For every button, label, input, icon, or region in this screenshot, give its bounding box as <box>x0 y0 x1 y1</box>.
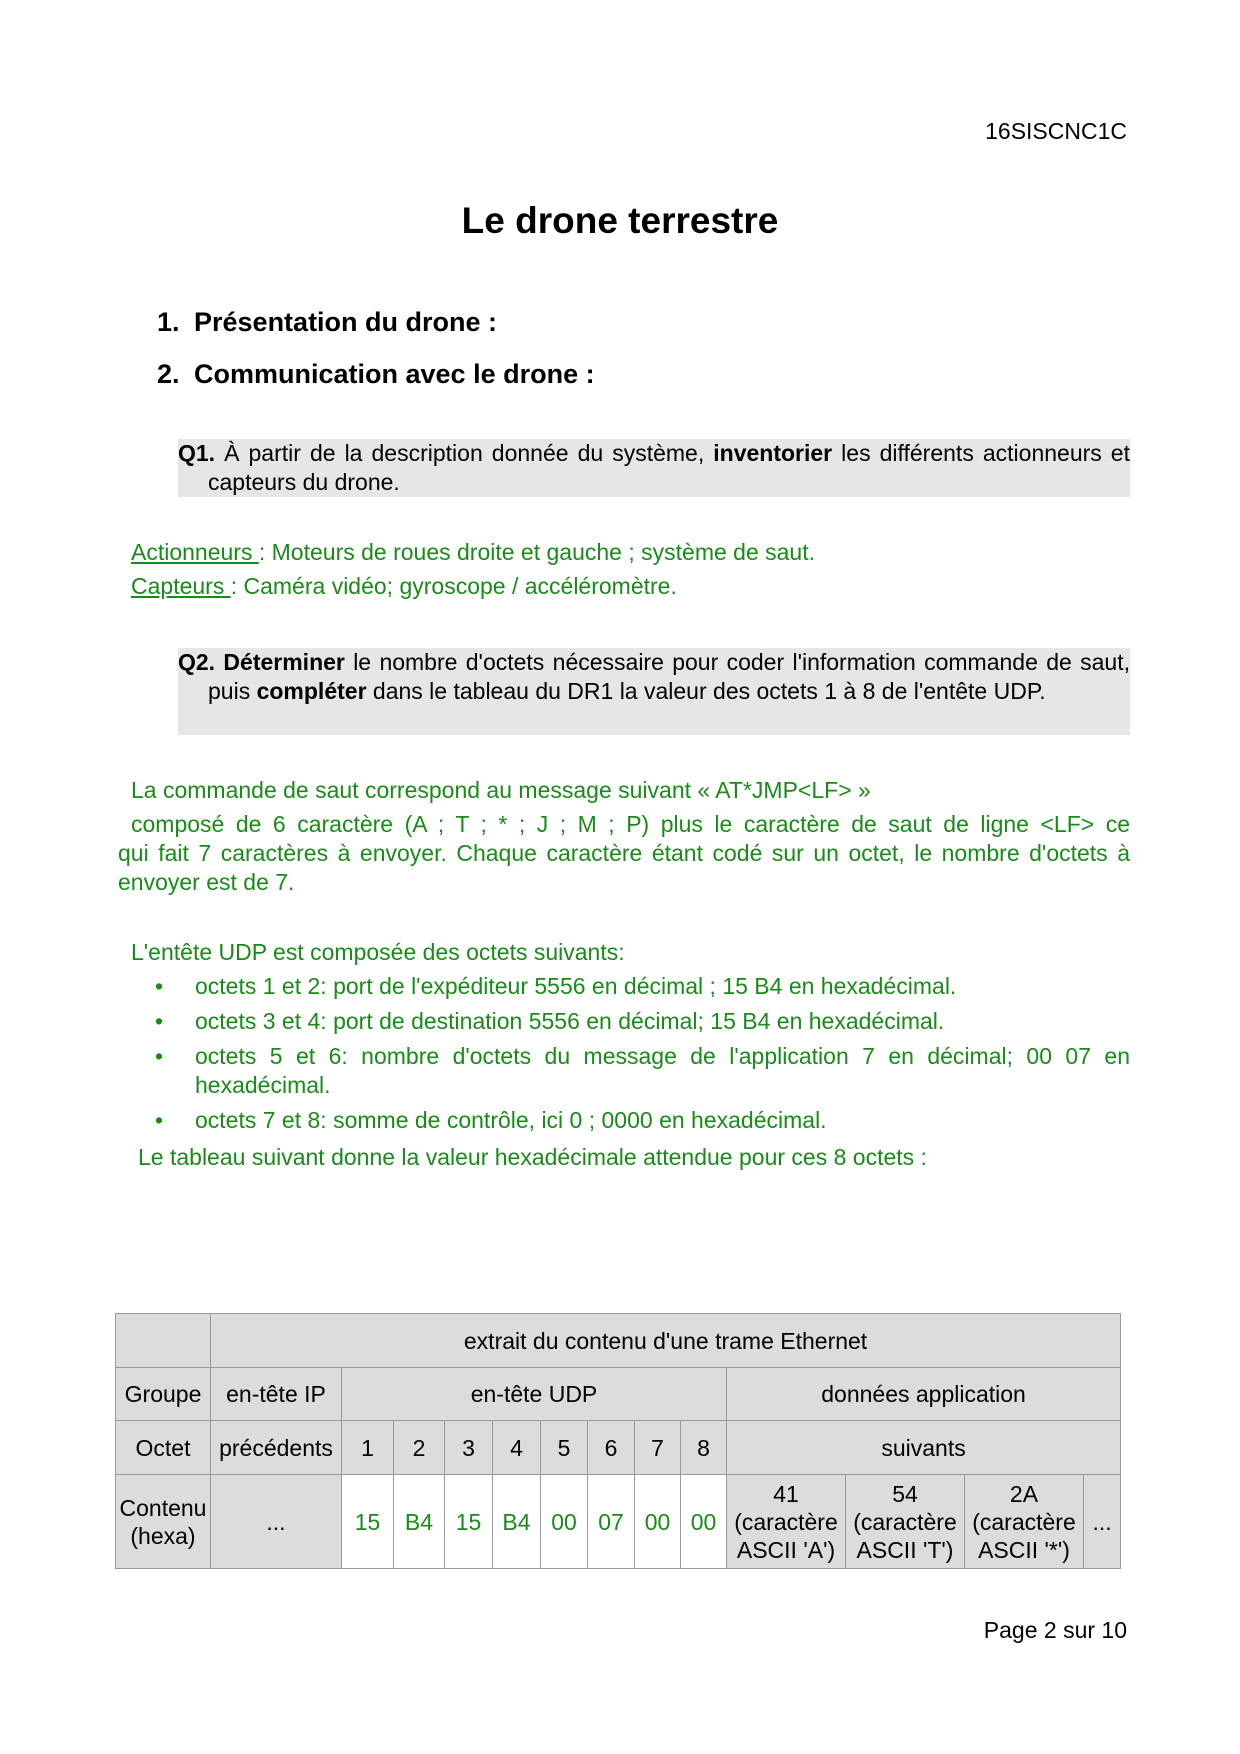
octet-number: 5 <box>541 1421 588 1475</box>
table-caption: extrait du contenu d'une trame Ethernet <box>211 1314 1121 1368</box>
ethernet-frame-table <box>115 1313 1121 1569</box>
list-item: • octets 3 et 4: port de destination 5556 en décimal; 15 B4 en hexadécimal. <box>155 1007 1130 1036</box>
app-hex: 54 <box>892 1480 918 1507</box>
section-number: 2. <box>157 359 180 389</box>
capteurs-text: : Caméra vidéo; gyroscope / accéléromètre. <box>230 573 677 599</box>
octet-value: 00 <box>541 1475 588 1569</box>
table-corner <box>116 1314 211 1368</box>
section-2-heading <box>157 359 595 390</box>
question-text: À partir de la description donnée du système, <box>215 440 714 466</box>
octet-value: 15 <box>342 1475 394 1569</box>
list-item: • octets 7 et 8: somme de contrôle, ici 0 ; 0000 en hexadécimal. <box>155 1106 1130 1135</box>
octet-number: 1 <box>342 1421 394 1475</box>
app-desc: ASCII '*') <box>978 1536 1070 1563</box>
app-value-cell <box>727 1475 846 1569</box>
udp-bullet-list <box>155 972 1130 1141</box>
section-number: 1. <box>157 307 180 337</box>
page-title: Le drone terrestre <box>461 200 779 241</box>
app-desc: ASCII 'T') <box>856 1536 954 1563</box>
question-text: le nombre d'octets nécessaire pour coder l'information commande de saut, puis <box>208 649 1130 704</box>
app-value-cell <box>846 1475 965 1569</box>
row-label-contenu <box>116 1475 211 1569</box>
question-1-box <box>178 439 1130 497</box>
octet-value: 07 <box>588 1475 635 1569</box>
actionneurs-label: Actionneurs <box>131 539 259 565</box>
contenu-label: Contenu <box>119 1494 207 1521</box>
octet-number: 6 <box>588 1421 635 1475</box>
section-1-heading <box>157 307 497 338</box>
octet-value: B4 <box>493 1475 541 1569</box>
explanation-line-1: composé de 6 caractère (A ; T ; * ; J ; M ; P) plus le caractère de saut de ligne <LF> ce <box>131 811 1130 837</box>
octet-number: 2 <box>394 1421 445 1475</box>
octet-value: 15 <box>445 1475 493 1569</box>
question-number: Q2. <box>178 649 216 675</box>
document-code: 16SISCNC1C <box>985 118 1127 144</box>
table-intro: Le tableau suivant donne la valeur hexadécimale attendue pour ces 8 octets : <box>138 1144 927 1170</box>
app-desc: (caractère <box>734 1508 838 1535</box>
answer-capteurs <box>131 572 677 601</box>
app-desc: (caractère <box>853 1508 957 1535</box>
explanation-rest: qui fait 7 caractères à envoyer. Chaque caractère étant codé sur un octet, le nombre d'octets à envoyer est de 7. <box>118 840 1130 895</box>
app-data-cell: données application <box>727 1368 1121 1421</box>
question-keyword: inventorier <box>713 440 833 466</box>
section-label: Présentation du drone : <box>194 307 498 337</box>
question-text: dans le tableau du DR1 la valeur des octets 1 à 8 de l'entête UDP. <box>366 678 1046 704</box>
octet-number: 3 <box>445 1421 493 1475</box>
answer-command-line: La commande de saut correspond au message suivant « AT*JMP<LF> » <box>131 777 871 803</box>
app-value-cell <box>965 1475 1084 1569</box>
actionneurs-text: : Moteurs de roues droite et gauche ; système de saut. <box>258 539 815 565</box>
question-number: Q1. <box>178 440 216 466</box>
octet-number: 7 <box>635 1421 681 1475</box>
capteurs-label: Capteurs <box>131 573 231 599</box>
octet-value: 00 <box>681 1475 727 1569</box>
udp-intro: L'entête UDP est composée des octets suivants: <box>131 939 625 965</box>
list-item: • octets 1 et 2: port de l'expéditeur 5556 en décimal ; 15 B4 en hexadécimal. <box>155 972 1130 1001</box>
row-label-octet: Octet <box>116 1421 211 1475</box>
question-2-box <box>178 648 1130 735</box>
ip-value-cell: ... <box>211 1475 342 1569</box>
udp-header-cell: en-tête UDP <box>342 1368 727 1421</box>
app-hex: 41 <box>773 1480 799 1507</box>
answer-command-explanation <box>118 810 1130 897</box>
section-label: Communication avec le drone : <box>194 359 595 389</box>
app-more-cell: ... <box>1084 1475 1121 1569</box>
list-item: • octets 5 et 6: nombre d'octets du message de l'application 7 en décimal; 00 07 en hexadécimal. <box>155 1042 1130 1100</box>
octet-number: 4 <box>493 1421 541 1475</box>
hexa-label: (hexa) <box>130 1522 196 1549</box>
octet-value: 00 <box>635 1475 681 1569</box>
app-desc: ASCII 'A') <box>736 1536 836 1563</box>
ip-header-cell: en-tête IP <box>211 1368 342 1421</box>
question-keyword: compléter <box>256 678 367 704</box>
row-label-groupe: Groupe <box>116 1368 211 1421</box>
suivants-cell: suivants <box>727 1421 1121 1475</box>
answer-actionneurs <box>131 538 815 567</box>
question-text: les différents actionneurs et capteurs du drone. <box>208 440 1130 495</box>
precedents-cell: précédents <box>211 1421 342 1475</box>
octet-number: 8 <box>681 1421 727 1475</box>
octet-value: B4 <box>394 1475 445 1569</box>
question-keyword: Déterminer <box>223 649 345 675</box>
app-desc: (caractère <box>972 1508 1076 1535</box>
page-number: Page 2 sur 10 <box>983 1617 1127 1643</box>
app-hex: 2A <box>1009 1480 1039 1507</box>
